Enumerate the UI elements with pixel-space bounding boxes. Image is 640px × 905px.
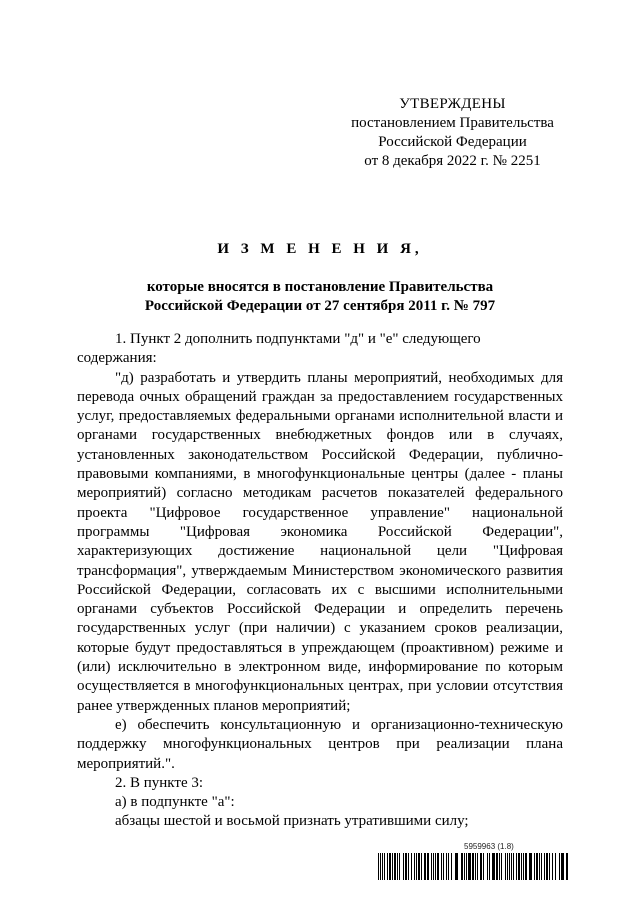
- approval-block: [330, 95, 575, 171]
- document-body: [77, 330, 563, 832]
- approval-line: Российской Федерации: [378, 134, 527, 150]
- paragraph: абзацы шестой и восьмой признать утратившими силу;: [115, 813, 469, 830]
- barcode-block: [378, 842, 570, 880]
- approval-heading: УТВЕРЖДЕНЫ: [399, 96, 506, 112]
- approval-line: постановлением Правительства: [351, 115, 554, 131]
- document-title: И З М Е Н Е Н И Я,: [217, 241, 423, 257]
- barcode-number: 5959963 (1.8): [464, 842, 514, 851]
- paragraph: "д) разработать и утвердить планы мероприятий, необходимых для перевода очных обращений граждан за предоставлением государственных услуг, предоставляемых федеральными органами исполнительной власти и органами государственных внебюджетных фондов или в случаях, установленных законодательством Российской Федерации, публично-правовыми компаниями, в многофункциональные центры (далее - планы мероприятий) согласно методикам расчетов показателей федерального проекта "Цифровое государственное управление" национальной программы "Цифровая экономика Российской Федерации", характеризующих достижение национальной цели "Цифровая трансформация", утверждаемым Министерством экономического развития Российской Федерации, согласовать их с высшими исполнительными органами субъектов Российской Федерации и определить перечень государственных услуг (при наличии) с указанием сроков реализации, которые будут предоставляться в упреждающем (проактивном) режиме и (или) исключительно в электронном виде, информирование по которым осуществляется в многофункциональных центрах, при условии отсутствия ранее утвержденных планов мероприятий;: [77, 369, 563, 714]
- paragraph: е) обеспечить консультационную и организационно-техническую поддержку многофункциональных центров при реализации плана мероприятий.".: [77, 716, 563, 772]
- paragraph: 1. Пункт 2 дополнить подпунктами "д" и "е" следующего содержания:: [77, 331, 481, 367]
- barcode: [378, 853, 570, 880]
- document-title-block: [60, 240, 580, 316]
- approval-line: от 8 декабря 2022 г. № 2251: [364, 153, 541, 169]
- document-subtitle: которые вносятся в постановление Правительства: [146, 279, 494, 295]
- paragraph: 2. В пункте 3:: [115, 774, 204, 791]
- paragraph: а) в подпункте "а":: [115, 794, 235, 811]
- document-subtitle: Российской Федерации от 27 сентября 2011 г. № 797: [144, 298, 496, 314]
